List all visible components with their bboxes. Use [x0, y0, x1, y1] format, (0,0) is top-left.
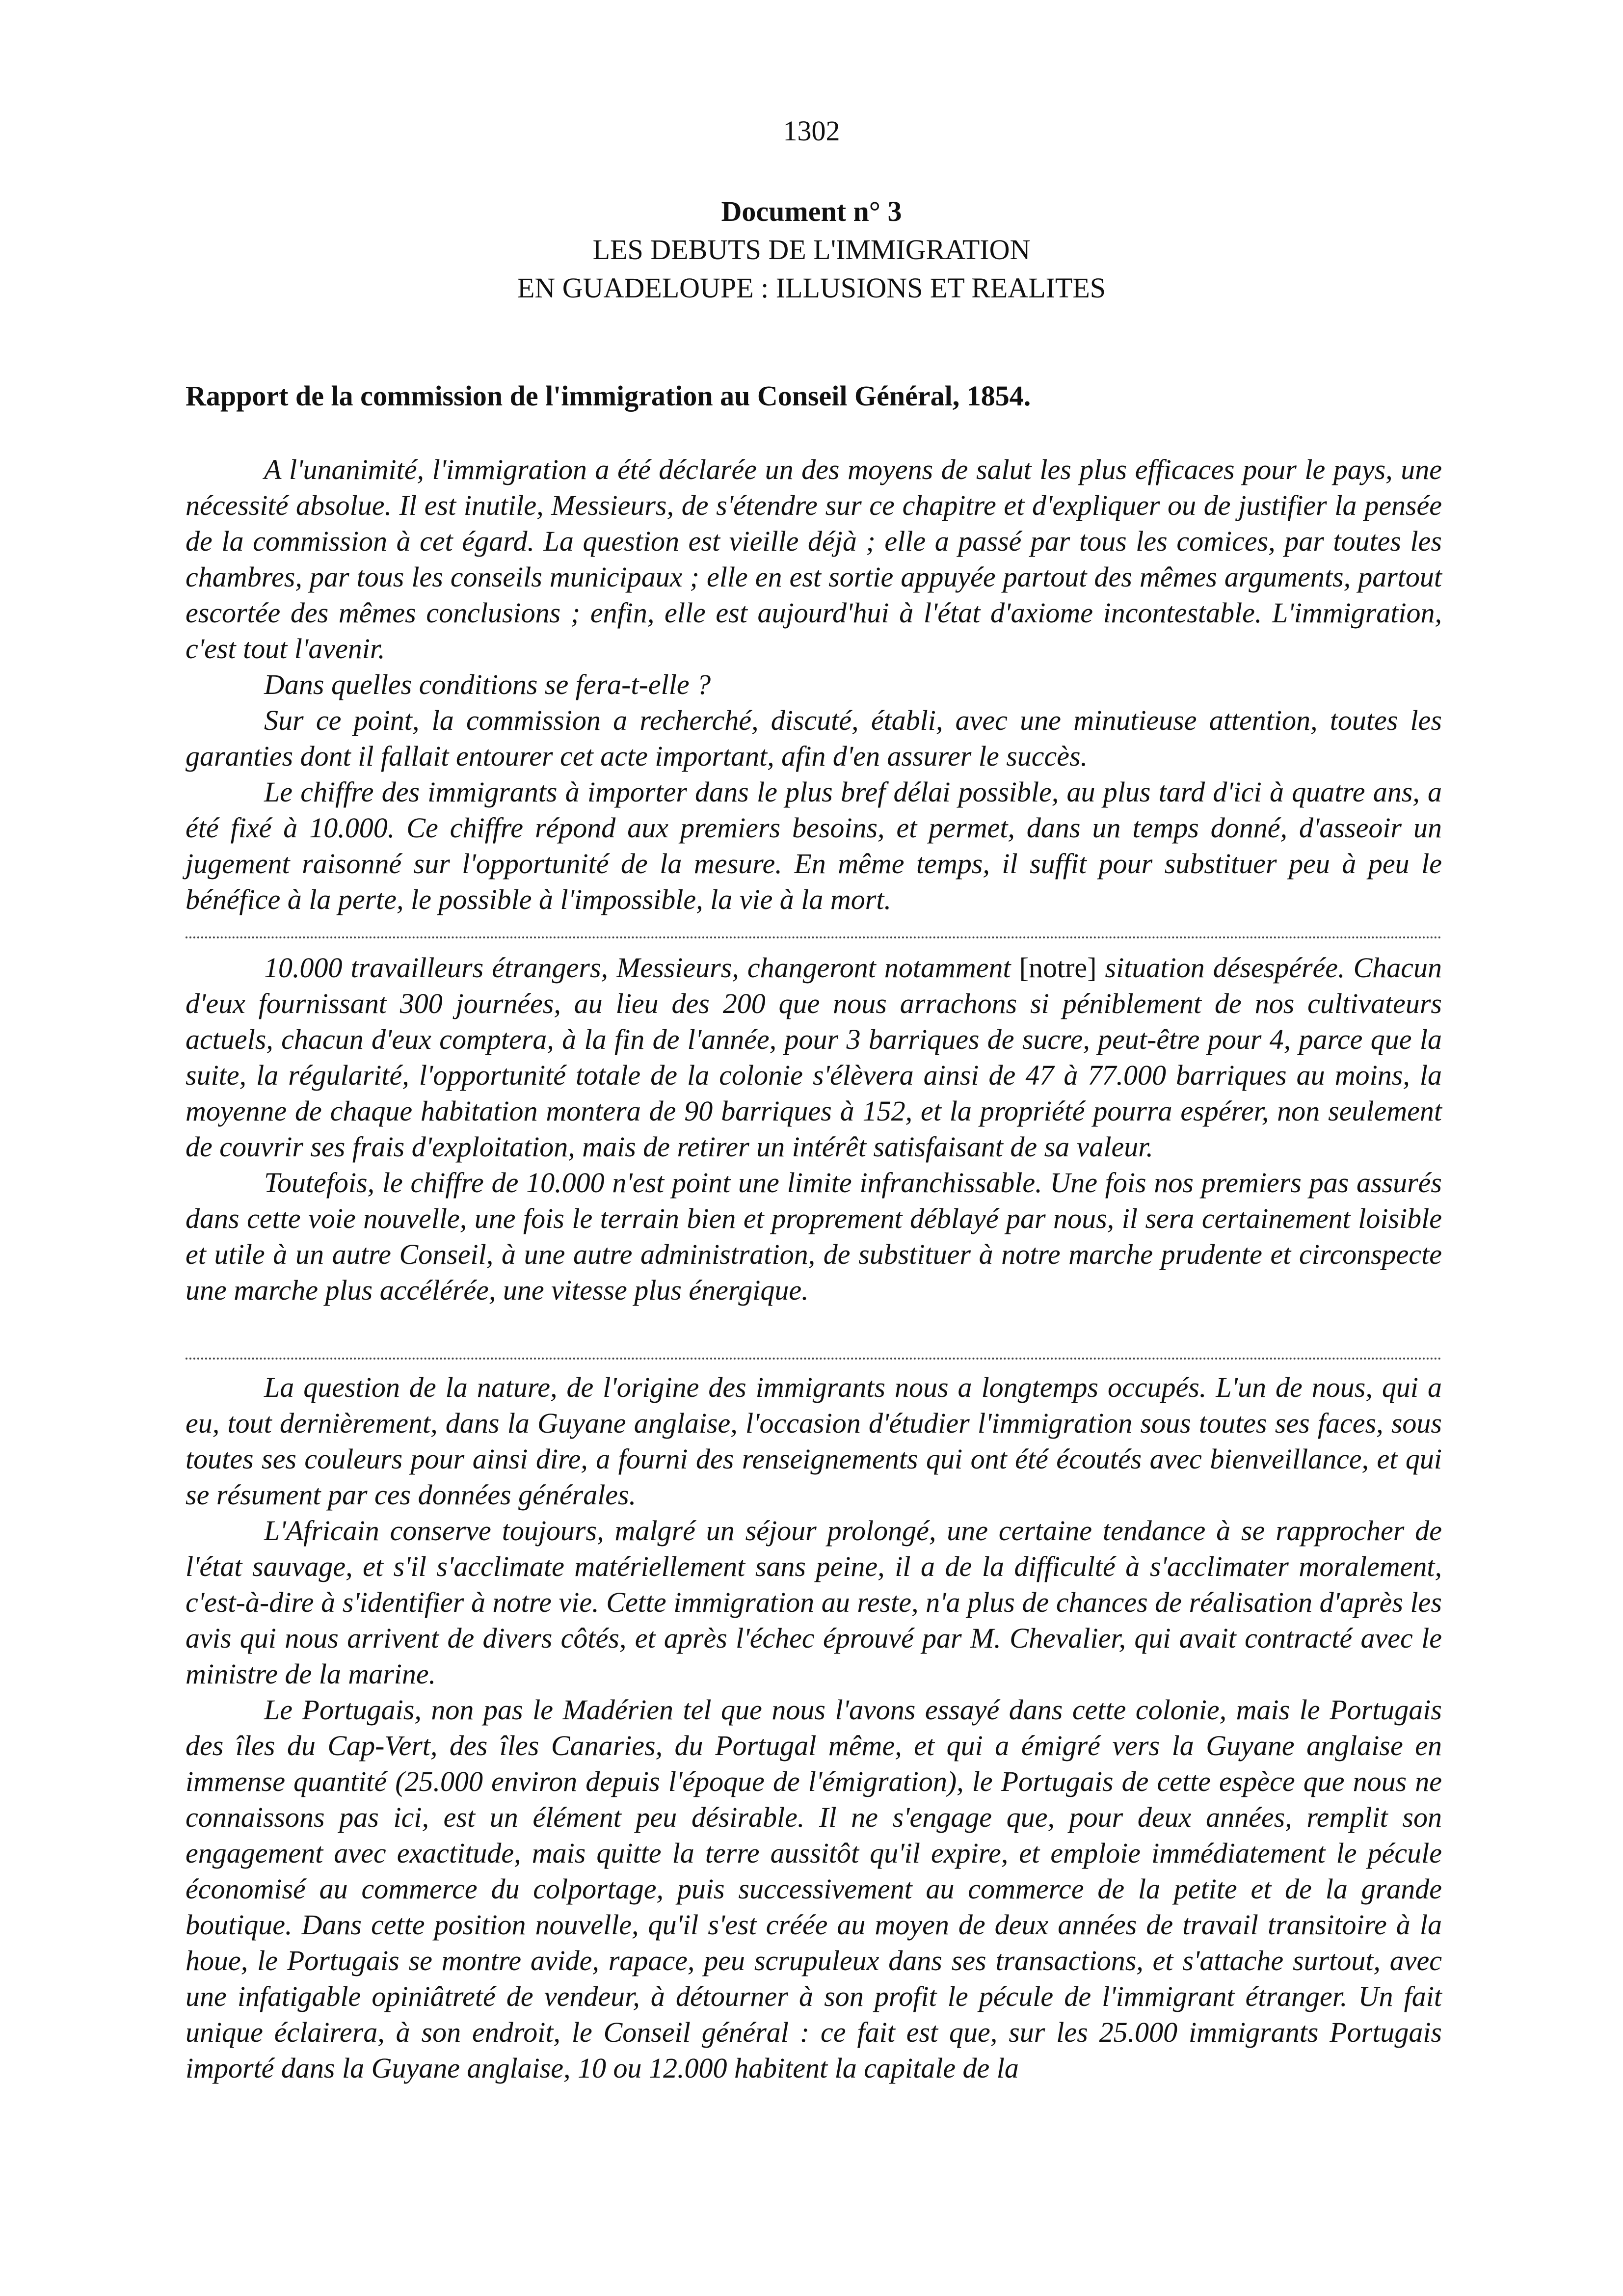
document-number: Document n° 3	[721, 195, 902, 227]
document-title-line-2: EN GUADELOUPE : ILLUSIONS ET REALITES	[517, 272, 1106, 304]
paragraph-text: 10.000 travailleurs étrangers, Messieurs, changeront notamment	[264, 952, 1019, 984]
paragraph	[186, 950, 1442, 1165]
page-number: 1302	[783, 115, 840, 147]
dotted-separator	[186, 936, 1442, 938]
paragraph: A l'unanimité, l'immigration a été déclarée un des moyens de salut les plus efficaces pour le pays, une nécessité absolue. Il est inutile, Messieurs, de s'étendre sur ce chapitre et d'expliquer ou de justifier la pensée de la commission à cet égard. La question est vieille déjà ; elle a passé par tous les comices, par toutes les chambres, par tous les conseils municipaux ; elle en est sortie appuyée partout des mêmes arguments, partout escortée des mêmes conclusions ; enfin, elle est aujourd'hui à l'état d'axiome incontestable. L'immigration, c'est tout l'avenir.	[186, 454, 1442, 665]
paragraph-text: situation désespérée. Chacun d'eux fournissant 300 journées, au lieu des 200 que nous arrachons si péniblement de nos cultivateurs actuels, chacun d'eux comptera, à la fin de l'année, pour 3 barriques de sucre, peut-être pour 4, parce que la suite, la régularité, l'opportunité totale de la colonie s'élèvera ainsi de 47 à 77.000 barriques au moins, la moyenne de chaque habitation montera de 90 barriques à 152, et la propriété pourra espérer, non seulement de couvrir ses frais d'exploitation, mais de retirer un intérêt satisfaisant de sa valeur.	[186, 952, 1442, 1163]
document-title-line-1: LES DEBUTS DE L'IMMIGRATION	[592, 234, 1031, 266]
document-header	[0, 192, 1623, 307]
body-block-2	[186, 950, 1442, 1308]
editorial-insertion: [notre]	[1019, 952, 1097, 984]
paragraph: L'Africain conserve toujours, malgré un séjour prolongé, une certaine tendance à se rapprocher de l'état sauvage, et s'il s'acclimate matériellement sans peine, il a de la difficulté à s'acclimater moralement, c'est-à-dire à s'identifier à notre vie. Cette immigration au reste, n'a plus de chances de réalisation d'après les avis qui nous arrivent de divers côtés, et après l'échec éprouvé par M. Chevalier, qui avait contracté avec le ministre de la marine.	[186, 1515, 1442, 1690]
body-block-1	[186, 452, 1442, 917]
dotted-separator	[186, 1358, 1442, 1360]
paragraph: Sur ce point, la commission a recherché, discuté, établi, avec une minutieuse attention, toutes les garanties dont il fallait entourer cet acte important, afin d'en assurer le succès.	[186, 704, 1442, 772]
paragraph: Toutefois, le chiffre de 10.000 n'est point une limite infranchissable. Une fois nos premiers pas assurés dans cette voie nouvelle, une fois le terrain bien et proprement déblayé par nous, il sera certainement loisible et utile à un autre Conseil, à une autre administration, de substituer à notre marche prudente et circonspecte une marche plus accélérée, une vitesse plus énergique.	[186, 1167, 1442, 1306]
paragraph: Le Portugais, non pas le Madérien tel que nous l'avons essayé dans cette colonie, mais le Portugais des îles du Cap-Vert, des îles Canaries, du Portugal même, et qui a émigré vers la Guyane anglaise en immense quantité (25.000 environ depuis l'époque de l'émigration), le Portugais de cette espèce que nous ne connaissons pas ici, est un élément peu désirable. Il ne s'engage que, pour deux années, remplit son engagement avec exactitude, mais quitte la terre aussitôt qu'il expire, et emploie immédiatement le pécule économisé au commerce du colportage, puis successivement au commerce de la petite et de la grande boutique. Dans cette position nouvelle, qu'il s'est créée au moyen de deux années de travail transitoire à la houe, le Portugais se montre avide, rapace, peu scrupuleux dans ses transactions, et s'attache surtout, avec une infatigable opiniâtreté de vendeur, à détourner à son profit le pécule de l'immigrant étranger. Un fait unique éclairera, à son endroit, le Conseil général : ce fait est que, sur les 25.000 immigrants Portugais importé dans la Guyane anglaise, 10 ou 12.000 habitent la capitale de la	[186, 1694, 1442, 2084]
section-heading: Rapport de la commission de l'immigration au Conseil Général, 1854.	[186, 380, 1031, 412]
paragraph: Dans quelles conditions se fera-t-elle ?	[264, 668, 711, 700]
body-block-3	[186, 1369, 1442, 2086]
paragraph: Le chiffre des immigrants à importer dans le plus bref délai possible, au plus tard d'ici à quatre ans, a été fixé à 10.000. Ce chiffre répond aux premiers besoins, et permet, dans un temps donné, d'asseoir un jugement raisonné sur l'opportunité de la mesure. En même temps, il suffit pour substituer peu à peu le bénéfice à la perte, le possible à l'impossible, la vie à la mort.	[186, 776, 1442, 915]
paragraph: La question de la nature, de l'origine des immigrants nous a longtemps occupés. L'un de nous, qui a eu, tout dernièrement, dans la Guyane anglaise, l'occasion d'étudier l'immigration sous toutes ses faces, sous toutes ses couleurs pour ainsi dire, a fourni des renseignements qui ont été écoutés avec bienveillance, et qui se résument par ces données générales.	[186, 1371, 1442, 1511]
